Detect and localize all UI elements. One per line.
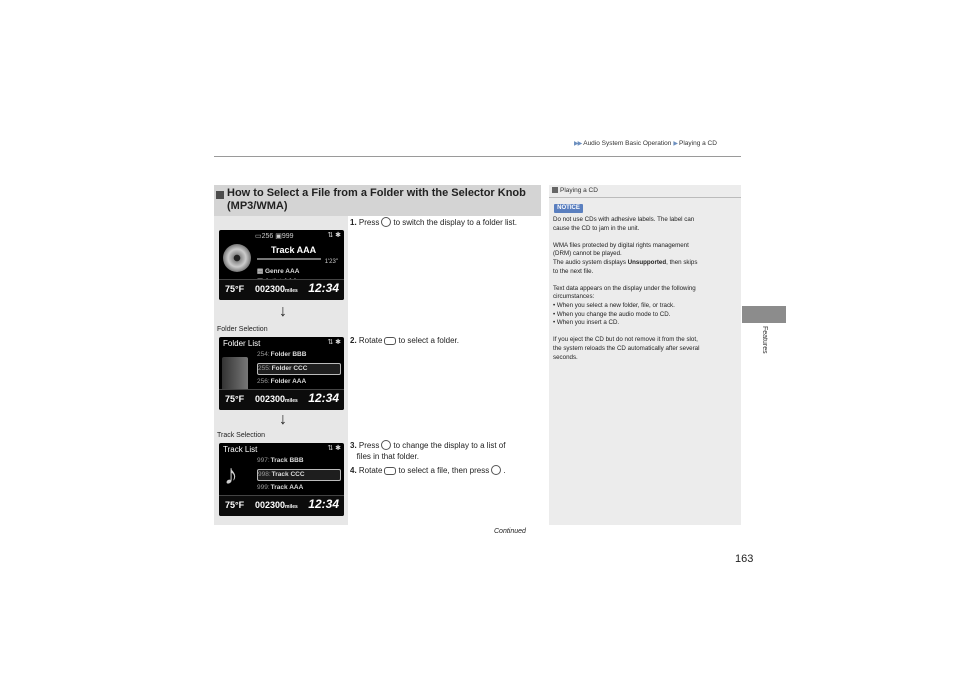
temperature: 75°F	[225, 500, 245, 510]
rotate-knob-icon	[384, 337, 396, 345]
temperature: 75°F	[225, 284, 245, 294]
chapter-label: Features	[761, 326, 768, 354]
note-line: the system reloads the CD automatically after several	[553, 345, 700, 352]
clock: 12:34	[308, 391, 339, 405]
list-item-selected[interactable]: 255:Folder CCC	[257, 363, 341, 375]
note-line: WMA files protected by digital rights management	[553, 241, 689, 249]
note-line: Text data appears on the display under the following	[553, 284, 696, 292]
note-heading: Playing a CD	[552, 187, 598, 194]
odometer: 002300	[255, 500, 286, 510]
breadcrumb-first: Audio System Basic Operation	[583, 140, 672, 147]
clock: 12:34	[308, 281, 339, 295]
note-divider	[549, 197, 741, 198]
folder-list-screen	[219, 337, 344, 410]
now-playing-screen: ▭256 ▣999 ⇅ ✱ Track AAA 1'23" ▤ Genre AAA 75°F 002300miles 12:34	[219, 230, 344, 300]
bluetooth-icon: ⇅ ✱	[327, 232, 341, 239]
folder-selection-caption: Folder Selection	[217, 326, 268, 333]
list-item: 999:Track AAA	[257, 484, 304, 491]
breadcrumb	[574, 140, 717, 147]
step-1: 1. Press to switch the display to a folder list.	[350, 218, 517, 227]
odometer-unit: miles	[285, 504, 298, 510]
track-list-screen	[219, 443, 344, 516]
genre-label: Genre AAA	[264, 268, 300, 275]
step-2: 2. Rotate to select a folder.	[350, 336, 459, 345]
track-selection-caption: Track Selection	[217, 432, 265, 439]
breadcrumb-arrow-icon: ▶▶	[574, 141, 582, 147]
bluetooth-icon: ⇅ ✱	[327, 339, 341, 346]
note-icon	[552, 187, 558, 193]
press-knob-icon	[381, 217, 391, 227]
section-title-line1: How to Select a File from a Folder with the Selector Knob	[227, 187, 526, 199]
note-column	[549, 185, 741, 525]
status-bar	[219, 279, 344, 300]
note-line: • When you insert a CD.	[553, 319, 620, 327]
page-number: 163	[735, 553, 754, 565]
header-track-number: 999	[281, 233, 294, 240]
heading-square-icon	[216, 191, 224, 199]
down-arrow-icon: ↓	[279, 303, 287, 320]
clock: 12:34	[308, 497, 339, 511]
breadcrumb-second: Playing a CD	[679, 140, 717, 147]
track-list-title: Track List	[223, 445, 258, 454]
odometer-unit: miles	[285, 288, 298, 294]
press-knob-icon	[381, 440, 391, 450]
list-item-selected[interactable]: 998:Track CCC	[257, 469, 341, 481]
elapsed-time: 1'23"	[324, 259, 338, 265]
progress-bar	[257, 258, 321, 260]
continued-label: Continued	[494, 528, 526, 535]
status-bar	[219, 389, 344, 410]
list-item: 254:Folder BBB	[257, 351, 307, 358]
disc-icon	[223, 244, 251, 272]
bluetooth-icon: ⇅ ✱	[327, 445, 341, 452]
section-heading	[214, 185, 541, 216]
note-line: • When you change the audio mode to CD.	[553, 310, 671, 318]
chapter-tab	[742, 306, 786, 323]
list-item: 256:Folder AAA	[257, 378, 307, 385]
list-item: 997:Track BBB	[257, 457, 304, 464]
note-line: (DRM) cannot be played.	[553, 250, 622, 258]
note-line: The audio system displays Unsupported, then skips	[553, 259, 698, 266]
notice-badge: NOTICE	[554, 204, 583, 213]
genre-icon: ▤	[257, 268, 265, 275]
press-knob-icon	[491, 465, 501, 475]
odometer: 002300	[255, 284, 286, 294]
folder-list-title: Folder List	[223, 339, 261, 348]
note-line: circumstances:	[553, 293, 595, 301]
down-arrow-icon: ↓	[279, 411, 287, 428]
breadcrumb-arrow-icon: ▶	[673, 141, 678, 147]
note-line: • When you select a new folder, file, or track.	[553, 302, 675, 309]
status-bar	[219, 495, 344, 516]
track-title: Track AAA	[271, 245, 317, 255]
header-folder-number: 256	[261, 233, 274, 240]
section-title-line2: (MP3/WMA)	[227, 200, 288, 212]
odometer-unit: miles	[285, 398, 298, 404]
header-rule	[214, 156, 741, 157]
note-line: to the next file.	[553, 267, 594, 275]
note-line: Do not use CDs with adhesive labels. The label can	[553, 216, 695, 223]
note-line: If you eject the CD but do not remove it from the slot,	[553, 336, 698, 344]
odometer: 002300	[255, 394, 286, 404]
rotate-knob-icon	[384, 467, 396, 475]
temperature: 75°F	[225, 394, 245, 404]
music-note-icon: ♪	[224, 459, 238, 490]
note-line: seconds.	[553, 353, 578, 361]
note-line: cause the CD to jam in the unit.	[553, 224, 640, 232]
step-4: 4. Rotate to select a file, then press .	[350, 466, 506, 475]
step-3: 3. Press to change the display to a list of files in that folder.	[350, 441, 506, 461]
